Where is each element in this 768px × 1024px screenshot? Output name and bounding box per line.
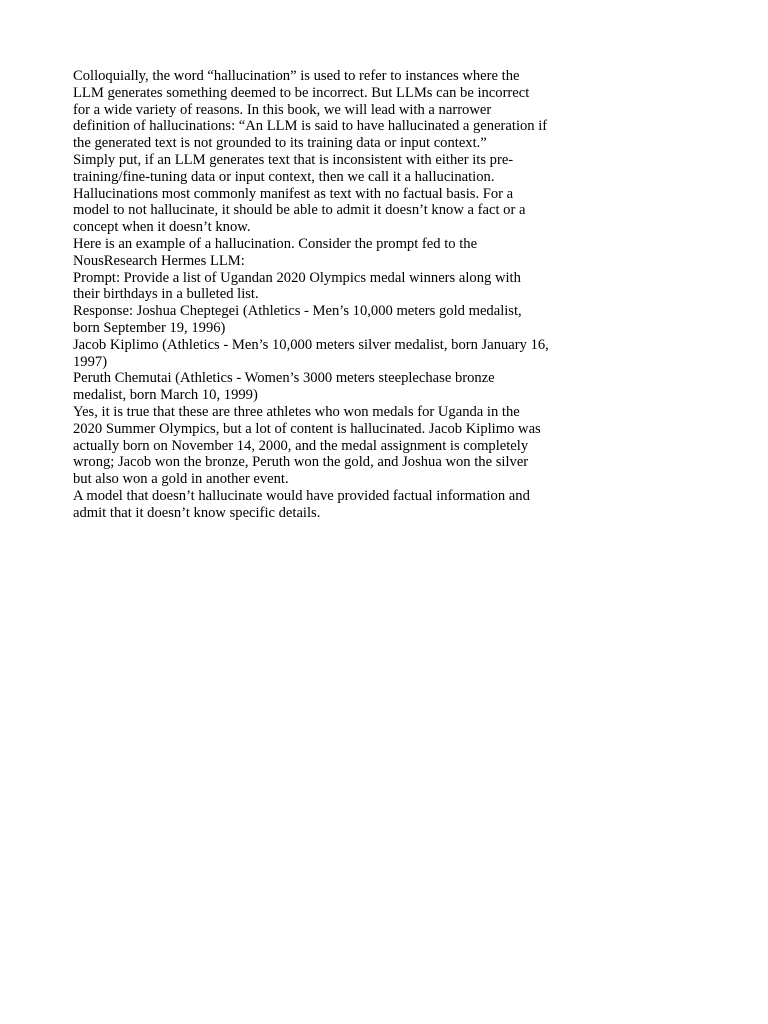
- paragraph-prompt: Prompt: Provide a list of Ugandan 2020 Olympics medal winners along with their birthdays in a bulleted list.: [73, 269, 521, 303]
- paragraph-analysis: Yes, it is true that these are three athletes who won medals for Uganda in the 2020 Summer Olympics, but a lot of content is hallucinated. Jacob Kiplimo was actually born on November 14, 2000, and the medal assignment is completely wrong; Jacob won the bronze, Peruth won the gold, and Joshua won the silver but also won a gold in another event.: [73, 403, 541, 488]
- paragraph-response-2: Jacob Kiplimo (Athletics - Men’s 10,000 meters silver medalist, born January 16, 1997): [73, 336, 549, 370]
- paragraph-example-intro: Here is an example of a hallucination. Consider the prompt fed to the NousResearch Hermes LLM:: [73, 235, 478, 269]
- paragraph-response-3: Peruth Chemutai (Athletics - Women’s 3000 meters steeplechase bronze medalist, born March 10, 1999): [73, 370, 495, 404]
- document-body: [73, 68, 549, 522]
- paragraph-conclusion: A model that doesn’t hallucinate would have provided factual information and admit that it doesn’t know specific details.: [73, 487, 530, 521]
- paragraph-simply-put: Simply put, if an LLM generates text that is inconsistent with either its pre-training/fine-tuning data or input context, then we call it a hallucination. Hallucinations most commonly manifest as text with no factual basis. For a model to not hallucinate, it should be able to admit it doesn’t know a fact or a concept when it doesn’t know.: [73, 151, 526, 236]
- paragraph-definition: Colloquially, the word “hallucination” is used to refer to instances where the LLM generates something deemed to be incorrect. But LLMs can be incorrect for a wide variety of reasons. In this book, we will lead with a narrower definition of hallucinations: “An LLM is said to have hallucinated a generation if the generated text is not grounded to its training data or input context.”: [73, 68, 548, 152]
- paragraph-response-1: Response: Joshua Cheptegei (Athletics - Men’s 10,000 meters gold medalist, born September 19, 1996): [73, 303, 522, 336]
